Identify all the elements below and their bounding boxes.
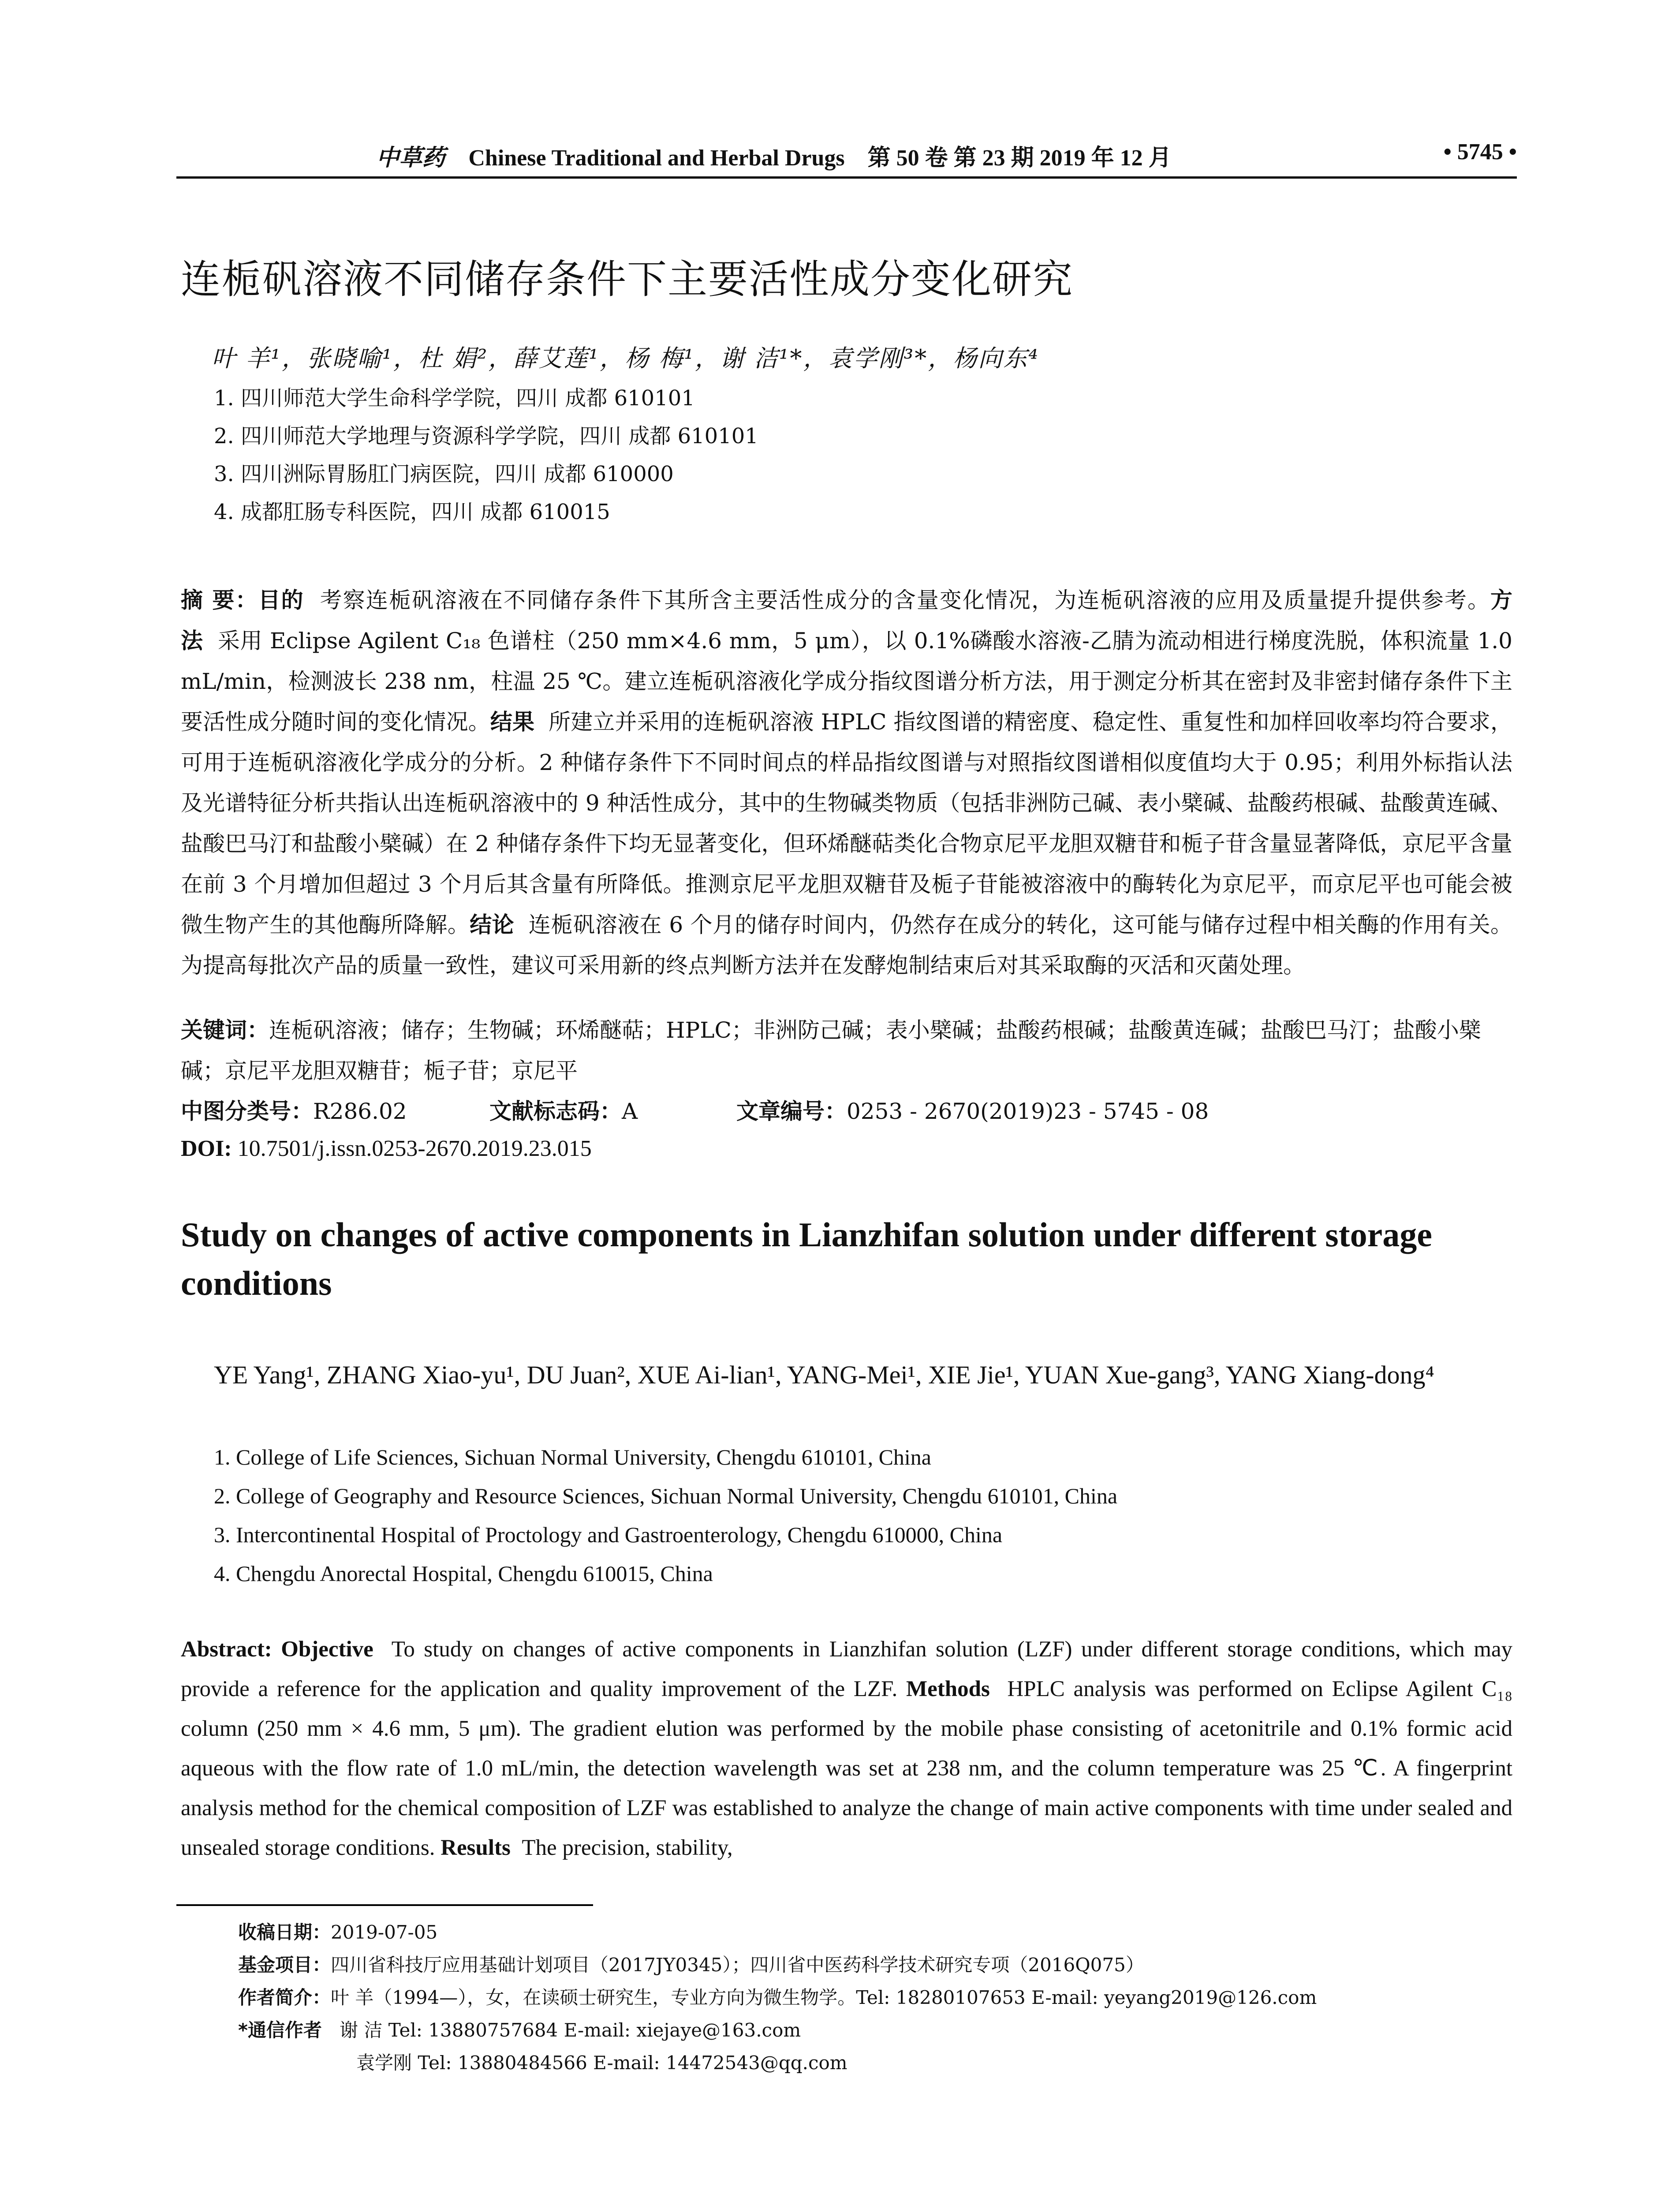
doc-code-value: A xyxy=(622,1099,638,1124)
affiliation-item: 4. Chengdu Anorectal Hospital, Chengdu 610015, China xyxy=(214,1561,713,1586)
keywords-text: 连栀矾溶液；储存；生物碱；环烯醚萜；HPLC；非洲防己碱；表小檗碱；盐酸药根碱；盐酸黄连碱；盐酸巴马汀；盐酸小檗碱；京尼平龙胆双糖苷；栀子苷；京尼平 xyxy=(181,1017,1481,1084)
chinese-authors: 叶 羊¹，张晓喻¹，杜 娟²，薛艾莲¹，杨 梅¹，谢 洁¹*，袁学刚³*，杨向东⁴ xyxy=(212,344,1039,372)
keywords-label: 关键词： xyxy=(181,1017,269,1043)
chinese-title: 连栀矾溶液不同储存条件下主要活性成分变化研究 xyxy=(181,256,1073,303)
running-header xyxy=(176,139,1517,170)
objective-label: 目的 xyxy=(258,587,304,613)
doi-label: DOI: xyxy=(181,1136,232,1161)
english-abstract xyxy=(181,1629,1512,1868)
affiliation-item: 3. Intercontinental Hospital of Proctology and Gastroenterology, Chengdu 610000, China xyxy=(214,1522,1003,1547)
objective-text: 考察连栀矾溶液在不同储存条件下其所含主要活性成分的含量变化情况，为连栀矾溶液的应用及质量提升提供参考。 xyxy=(320,587,1491,613)
header-rule xyxy=(176,176,1517,179)
corresponding-author-1: *通信作者 谢 洁 Tel: 13880757684 E-mail: xiejaye@163.com xyxy=(238,2019,801,2041)
objective-text: To study on changes of active components in Lianzhifan solution (LZF) under different storage conditions, which may provide a reference for the application and quality improvement of the LZF. xyxy=(181,1637,1512,1701)
classification-line xyxy=(181,1094,1209,1125)
results-label: Results xyxy=(441,1835,511,1860)
methods-label: Methods xyxy=(906,1677,990,1701)
journal-name-en: Chinese Traditional and Herbal Drugs xyxy=(468,146,845,171)
article-number-label: 文章编号： xyxy=(736,1099,847,1124)
journal-logo-cn: 中草药 xyxy=(376,144,445,171)
doc-code-label: 文献标志码： xyxy=(489,1099,622,1124)
methods-text: HPLC analysis was performed on Eclipse Agilent C₁₈ column (250 mm × 4.6 mm, 5 μm). The gradient elution was performed by the mobile phase consisting of acetonitrile and 0.1% formic acid aqueous with the flow rate of 1.0 mL/min, the detection wavelength was set at 238 nm, and the column temperature was 25 ℃. A fingerprint analysis method for the chemical composition of LZF was established to analyze the change of main active components with time under sealed and unsealed storage conditions. xyxy=(181,1677,1513,1860)
affiliation-item: 1. College of Life Sciences, Sichuan Normal University, Chengdu 610101, China xyxy=(214,1445,932,1469)
methods-text: 采用 Eclipse Agilent C₁₈ 色谱柱（250 mm×4.6 mm，5 μm），以 0.1%磷酸水溶液-乙腈为流动相进行梯度洗脱，体积流量 1.0 mL/min，检测波长 238 nm，柱温 25 ℃。建立连栀矾溶液化学成分指纹图谱分析方法，用于测定分析其在密封及非密封储存条件下主要活性成分随时间的变化情况。 xyxy=(181,628,1512,735)
corresponding-author-2: 袁学刚 Tel: 13880484566 E-mail: 14472543@qq.com xyxy=(356,2052,847,2074)
conclusion-text: 连栀矾溶液在 6 个月的储存时间内，仍然存在成分的转化，这可能与储存过程中相关酶的作用有关。为提高每批次产品的质量一致性，建议可采用新的终点判断方法并在发酵炮制结束后对其采取酶的灭活和灭菌处理。 xyxy=(181,912,1512,978)
footnote-rule xyxy=(176,1904,593,1906)
abstract-label: 摘 要： xyxy=(181,587,258,613)
doi-line xyxy=(181,1136,592,1162)
results-label: 结果 xyxy=(490,709,535,735)
affiliation-item: 2. 四川师范大学地理与资源科学学院，四川 成都 610101 xyxy=(214,424,758,448)
doi-value: 10.7501/j.issn.0253-2670.2019.23.015 xyxy=(237,1136,592,1161)
affiliation-item: 1. 四川师范大学生命科学学院，四川 成都 610101 xyxy=(214,386,695,411)
footnotes xyxy=(238,1916,1317,2079)
keywords xyxy=(181,1010,1512,1091)
fund-info: 基金项目：四川省科技厅应用基础计划项目（2017JY0345）；四川省中医药科学技术研究专项（2016Q075） xyxy=(238,1954,1144,1976)
methods-label: 方法 xyxy=(181,587,1513,654)
page-number: • 5745 • xyxy=(1443,139,1517,164)
issue-info: 第 50 卷 第 23 期 2019 年 12 月 xyxy=(867,146,1172,171)
affiliation-item: 2. College of Geography and Resource Sciences, Sichuan Normal University, Chengdu 610101, China xyxy=(214,1484,1118,1508)
received-date: 收稿日期：2019-07-05 xyxy=(238,1921,438,1943)
chinese-abstract xyxy=(181,580,1512,986)
affiliation-item: 3. 四川洲际胃肠肛门病医院，四川 成都 610000 xyxy=(214,462,674,486)
english-authors: YE Yang¹, ZHANG Xiao-yu¹, DU Juan², XUE Ai-lian¹, YANG-Mei¹, XIE Jie¹, YUAN Xue-gang³, YANG Xiang-dong⁴ xyxy=(214,1360,1434,1389)
clc-value: R286.02 xyxy=(313,1099,407,1124)
english-title: Study on changes of active components in Lianzhifan solution under different storage conditions xyxy=(181,1215,1432,1302)
author-bio: 作者简介：叶 羊（1994—），女，在读硕士研究生，专业方向为微生物学。Tel: 18280107653 E-mail: yeyang2019@126.com xyxy=(238,1987,1317,2008)
chinese-affiliations xyxy=(214,379,758,531)
clc-label: 中图分类号： xyxy=(181,1099,313,1124)
results-text: 所建立并采用的连栀矾溶液 HPLC 指纹图谱的精密度、稳定性、重复性和加样回收率均符合要求，可用于连栀矾溶液化学成分的分析。2 种储存条件下不同时间点的样品指纹图谱与对照指纹图谱相似度值均大于 0.95；利用外标指认法及光谱特征分析共指认出连栀矾溶液中的 9 种活性成分，其中的生物碱类物质（包括非洲防己碱、表小檗碱、盐酸药根碱、盐酸黄连碱、盐酸巴马汀和盐酸小檗碱）在 2 种储存条件下均无显著变化，但环烯醚萜类化合物京尼平龙胆双糖苷和栀子苷含量显著降低，京尼平含量在前 3 个月增加但超过 3 个月后其含量有所降低。推测京尼平龙胆双糖苷及栀子苷能被溶液中的酶转化为京尼平，而京尼平也可能会被微生物产生的其他酶所降解。 xyxy=(181,709,1513,938)
affiliation-item: 4. 成都肛肠专科医院，四川 成都 610015 xyxy=(214,500,610,524)
english-affiliations xyxy=(214,1438,1117,1593)
conclusion-label: 结论 xyxy=(470,912,515,938)
journal-line xyxy=(176,139,1371,172)
results-text: The precision, stability, xyxy=(522,1835,733,1860)
article-number-value: 0253 - 2670(2019)23 - 5745 - 08 xyxy=(847,1099,1209,1124)
abstract-objective-label: Abstract: Objective xyxy=(181,1637,373,1662)
